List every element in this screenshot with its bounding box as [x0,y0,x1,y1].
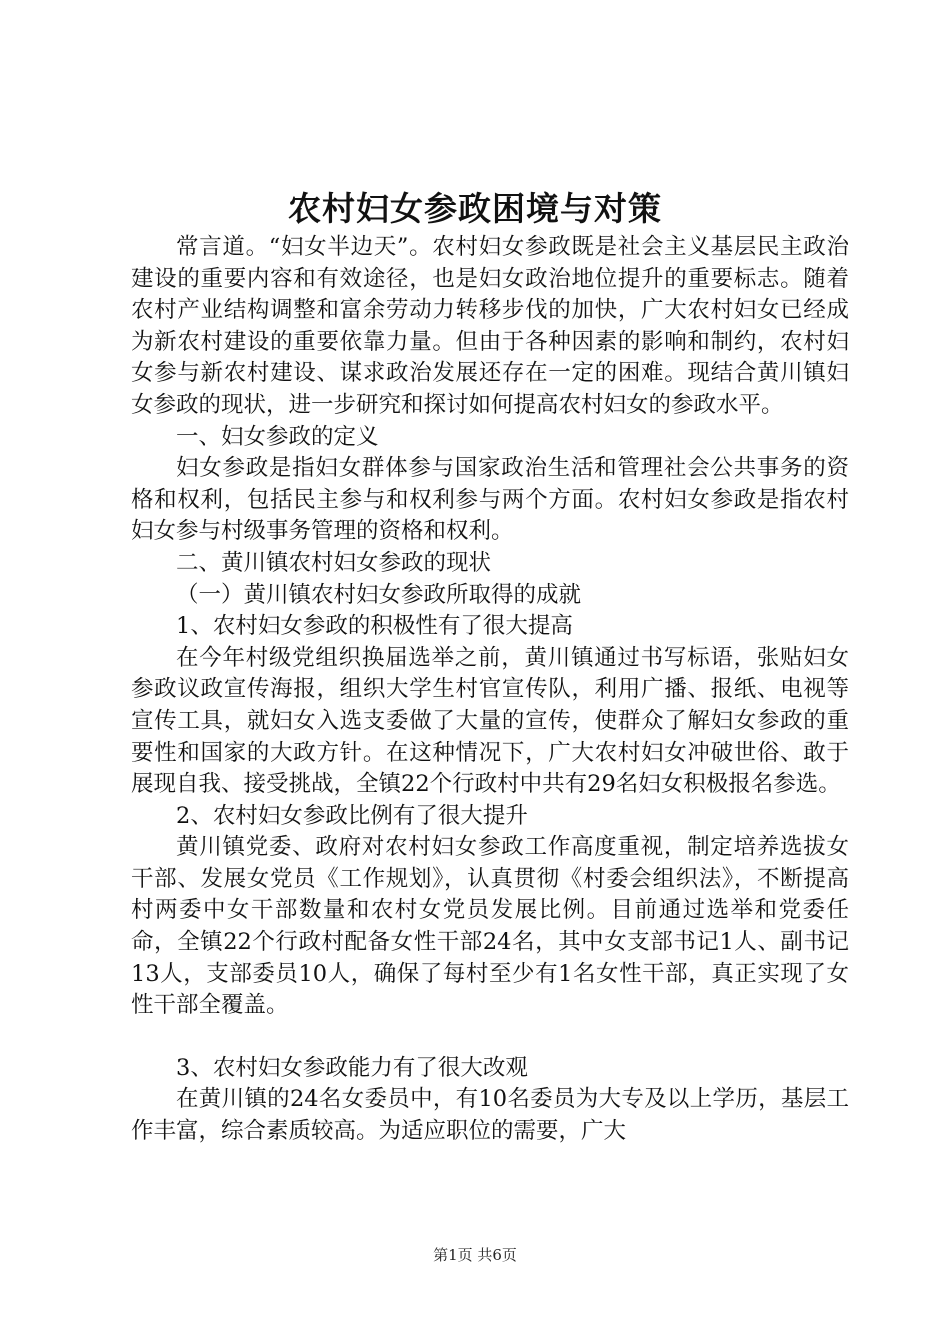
section-heading-2: 二、黄川镇农村妇女参政的现状 [176,549,492,576]
section-heading-1: 一、妇女参政的定义 [176,423,379,450]
point-heading-1: 1、农村妇女参政的积极性有了很大提高 [176,613,573,640]
point-paragraph-1: 在今年村级党组织换届选举之前，黄川镇通过书写标语，张贴妇女参政议政宣传海报，组织大学生村官宣传队，利用广播、报纸、电视等宣传工具，就妇女入选支委做了大量的宣传，使群众了解妇女参政的重要性和国家的大政方针。在这种情况下，广大农村妇女冲破世俗、敢于展现自我、接受挑战，全镇22个行政村中共有29名妇女积极报名参选。 [131,644,849,798]
intro-paragraph: 常言道。“妇女半边天”。农村妇女参政既是社会主义基层民主政治建设的重要内容和有效途径，也是妇女政治地位提升的重要标志。随着农村产业结构调整和富余劳动力转移步伐的加快，广大农村妇女已经成为新农村建设的重要依靠力量。但由于各种因素的影响和制约，农村妇女参与新农村建设、谋求政治发展还存在一定的困难。现结合黄川镇妇女参政的现状，进一步研究和探讨如何提高农村妇女的参政水平。 [131,234,849,418]
point-heading-2: 2、农村妇女参政比例有了很大提升 [176,802,528,829]
page-number: 第1页 共6页 [433,1246,517,1264]
point-heading-3: 3、农村妇女参政能力有了很大改观 [176,1054,528,1081]
point-paragraph-3: 在黄川镇的24名女委员中，有10名委员为大专及以上学历，基层工作丰富，综合素质较高。为适应职位的需要，广大 [131,1086,849,1145]
point-paragraph-2: 黄川镇党委、政府对农村妇女参政工作高度重视，制定培养选拔女干部、发展女党员《工作规划》，认真贯彻《村委会组织法》，不断提高村两委中女干部数量和农村女党员发展比例。目前通过选举和党委任命，全镇22个行政村配备女性干部24名，其中女支部书记1人、副书记13人，支部委员10人，确保了每村至少有1名女性干部，真正实现了女性干部全覆盖。 [131,834,849,1019]
document-body [131,232,849,1148]
definition-paragraph: 妇女参政是指妇女群体参与国家政治生活和管理社会公共事务的资格和权利，包括民主参与和权利参与两个方面。农村妇女参政是指农村妇女参与村级事务管理的资格和权利。 [131,455,849,545]
subsection-heading-1: （一）黄川镇农村妇女参政所取得的成就 [176,581,582,608]
document-title: 农村妇女参政困境与对策 [288,189,662,228]
